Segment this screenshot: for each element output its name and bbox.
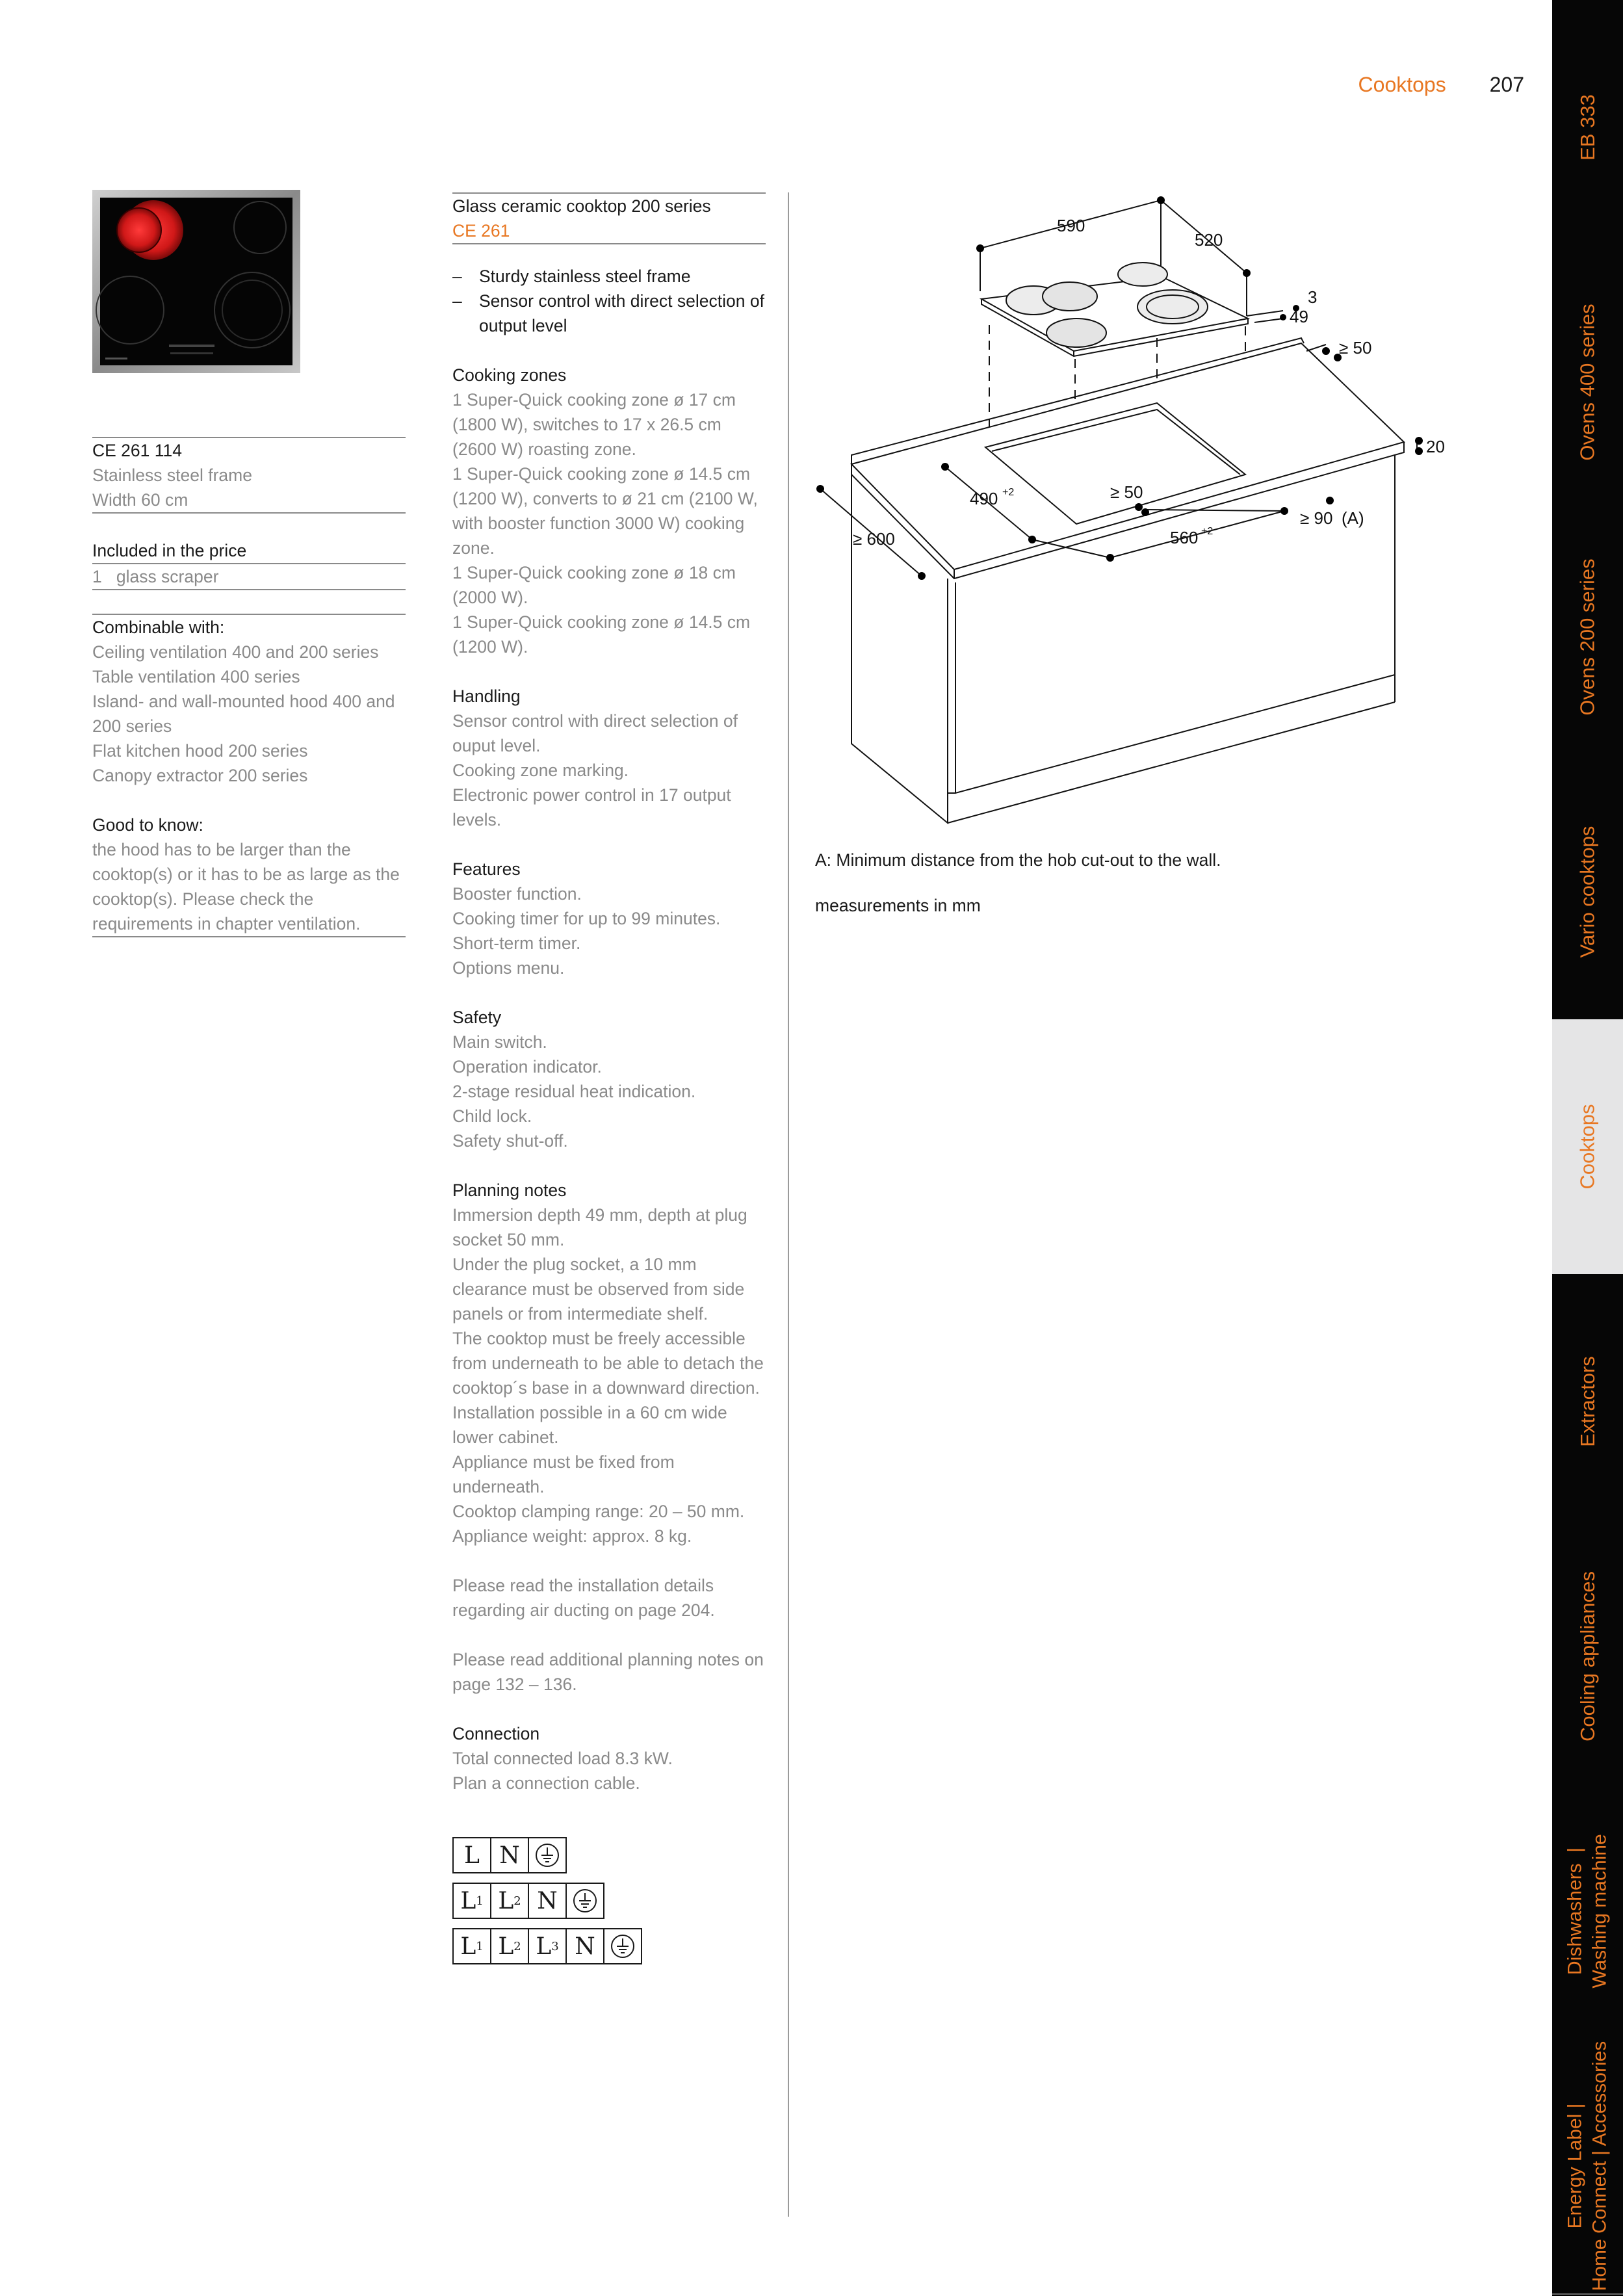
combinable-item: Ceiling ventilation 400 and 200 series [92, 642, 379, 662]
terminal-n: N [529, 1884, 567, 1918]
column-divider [788, 192, 789, 2217]
connection-heading: Connection [452, 1724, 540, 1743]
sidebar-tab-label: Home Connect | Accessories [1589, 2041, 1611, 2291]
width-spec: Width 60 cm [92, 488, 406, 514]
sidebar-tab[interactable] [1552, 255, 1623, 511]
diagram-note-units: measurements in mm [815, 896, 981, 915]
section-line: 1 Super-Quick cooking zone ø 14.5 cm (1200 W). [452, 612, 751, 657]
section-line: Appliance must be fixed from underneath. [452, 1452, 675, 1496]
section-line: Booster function. [452, 884, 582, 904]
earth-ground-icon [529, 1838, 565, 1872]
dim-ge50-top: ≥ 50 [1339, 338, 1372, 358]
dim-a-label: (A) [1342, 508, 1364, 528]
section-line: Sensor control with direct selection of ouput level. [452, 711, 738, 755]
read-note-planning: Please read additional planning notes on page 132 – 136. [452, 1650, 764, 1694]
dim-590: 590 [1057, 216, 1085, 235]
dim-ge600: ≥ 600 [853, 529, 895, 549]
dim-560-sup: +2 [1201, 526, 1214, 537]
sidebar-tab-label: Energy Label | [1564, 2103, 1586, 2229]
section-line: 2-stage residual heat indication. [452, 1082, 696, 1101]
dim-20: 20 [1426, 437, 1445, 456]
sidebar-tab-label: Cooktops [1576, 1104, 1599, 1190]
terminal-l: L [454, 1838, 491, 1872]
good-to-know-text: the hood has to be larger than the cooktop(s) or it has to be as large as the cooktop(s). Please check the requirements in chapter ventilation. [92, 837, 406, 937]
section-heading: Planning notes [452, 1181, 567, 1200]
series-heading: Glass ceramic cooktop 200 series [452, 192, 766, 218]
sidebar-tab-label: Ovens 200 series [1576, 558, 1599, 716]
sidebar-tab[interactable] [1552, 510, 1623, 766]
earth-ground-icon [567, 1884, 603, 1918]
section-title: Cooktops [1358, 73, 1446, 96]
section-line: Cooktop clamping range: 20 – 50 mm. [452, 1502, 745, 1521]
dim-560: 560 [1170, 528, 1199, 547]
section-heading: Safety [452, 1008, 502, 1027]
sidebar-tab-label: Cooling appliances [1576, 1571, 1599, 1742]
good-to-know-heading: Good to know: [92, 815, 203, 835]
section-line: Under the plug socket, a 10 mm clearance must be observed from side panels or from intermediate shelf. [452, 1255, 745, 1324]
section-line: Appliance weight: approx. 8 kg. [452, 1526, 692, 1546]
section-line: Cooking timer for up to 99 minutes. [452, 909, 721, 928]
section-line: The cooktop must be freely accessible from underneath to be able to detach the cooktop´s base in a downward direction. [452, 1329, 764, 1398]
combinable-block [92, 614, 406, 788]
detail-sections [452, 338, 766, 1548]
diagram-note-a: A: Minimum distance from the hob cut-out to the wall. [815, 850, 1221, 870]
dim-490: 490 [970, 489, 998, 508]
frame-spec: Stainless steel frame [92, 465, 252, 485]
sidebar-tab-label: EB 333 [1576, 94, 1599, 161]
sidebar-tab-label: Washing machine [1589, 1834, 1611, 1989]
model-block [92, 437, 406, 514]
combinable-item: Island- and wall-mounted hood 400 and 200 series [92, 692, 395, 736]
earth-ground-icon [604, 1929, 641, 1963]
sidebar-tab-label: Dishwashers | [1564, 1847, 1586, 1976]
page-header [1358, 73, 1524, 97]
section-heading: Cooking zones [452, 365, 567, 385]
combinable-heading: Combinable with: [92, 618, 225, 637]
combinable-item: Table ventilation 400 series [92, 667, 300, 686]
product-code: CE 261 [452, 218, 766, 244]
terminal-n: N [491, 1838, 529, 1872]
section-line: Electronic power control in 17 output levels. [452, 785, 731, 829]
dim-49: 49 [1290, 307, 1308, 326]
section-line: Operation indicator. [452, 1057, 602, 1076]
sidebar-tab[interactable] [1552, 1529, 1623, 1785]
connection-line: Total connected load 8.3 kW. [452, 1749, 673, 1768]
dim-520: 520 [1195, 230, 1223, 250]
combinable-item: Canopy extractor 200 series [92, 766, 308, 785]
section-line: 1 Super-Quick cooking zone ø 18 cm (2000 W). [452, 563, 736, 607]
terminal-l1: L 1 [454, 1929, 491, 1963]
connection-tables [452, 1837, 642, 1974]
feature-bullet: – Sturdy stainless steel frame [452, 267, 691, 286]
model-number: CE 261 114 [92, 441, 182, 460]
sidebar-tab-label: Vario cooktops [1576, 826, 1599, 958]
dim-490-sup: +2 [1002, 487, 1015, 498]
terminal-l3: L 3 [529, 1929, 567, 1963]
connection-line: Plan a connection cable. [452, 1773, 640, 1793]
included-item: 1 glass scraper [92, 564, 406, 590]
good-to-know-block [92, 813, 406, 937]
included-heading: Included in the price [92, 538, 406, 564]
product-column [92, 190, 406, 937]
section-line: Short-term timer. [452, 933, 581, 953]
section-line: Immersion depth 49 mm, depth at plug socket 50 mm. [452, 1205, 747, 1249]
read-note-ducting: Please read the installation details regarding air ducting on page 204. [452, 1576, 715, 1620]
cooktop-product-image [92, 190, 300, 373]
details-column [452, 192, 766, 1795]
combinable-item: Flat kitchen hood 200 series [92, 741, 308, 761]
section-line: 1 Super-Quick cooking zone ø 17 cm (1800 W), switches to 17 x 26.5 cm (2600 W) roasting zone. [452, 390, 736, 459]
connection-table [452, 1883, 604, 1919]
section-line: 1 Super-Quick cooking zone ø 14.5 cm (1200 W), converts to ø 21 cm (2100 W, with booster function 3000 W) cooking zone. [452, 464, 758, 558]
dim-ge50-cut: ≥ 50 [1110, 482, 1143, 502]
connection-table [452, 1928, 642, 1964]
sidebar-tab[interactable] [1552, 0, 1623, 256]
section-line: Child lock. [452, 1106, 532, 1126]
chapter-sidebar [1552, 0, 1623, 2296]
section-line: Safety shut-off. [452, 1131, 568, 1151]
section-line: Main switch. [452, 1032, 547, 1052]
page-number: 207 [1489, 73, 1524, 96]
section-line: Options menu. [452, 958, 565, 978]
sidebar-tab[interactable] [1552, 1019, 1623, 1275]
connection-table [452, 1837, 567, 1873]
dim-ge90: ≥ 90 [1300, 508, 1333, 528]
section-line: Installation possible in a 60 cm wide lower cabinet. [452, 1403, 727, 1447]
sidebar-tab-label: Extractors [1576, 1356, 1599, 1447]
terminal-l1: L 1 [454, 1884, 491, 1918]
section-heading: Features [452, 859, 521, 879]
sidebar-tab-label: Ovens 400 series [1576, 304, 1599, 461]
dim-3: 3 [1308, 287, 1318, 307]
section-line: Cooking zone marking. [452, 761, 629, 780]
terminal-l2: L 2 [491, 1929, 529, 1963]
terminal-l2: L 2 [491, 1884, 529, 1918]
sidebar-tab[interactable] [1552, 764, 1623, 1021]
sidebar-tab[interactable] [1552, 2039, 1623, 2295]
sidebar-tab[interactable] [1552, 1784, 1623, 2040]
installation-diagram [806, 189, 1469, 826]
feature-bullet: – Sensor control with direct selection of output level [452, 291, 764, 335]
sidebar-tab[interactable] [1552, 1274, 1623, 1530]
included-block [92, 538, 406, 590]
terminal-n: N [567, 1929, 604, 1963]
section-heading: Handling [452, 686, 521, 706]
